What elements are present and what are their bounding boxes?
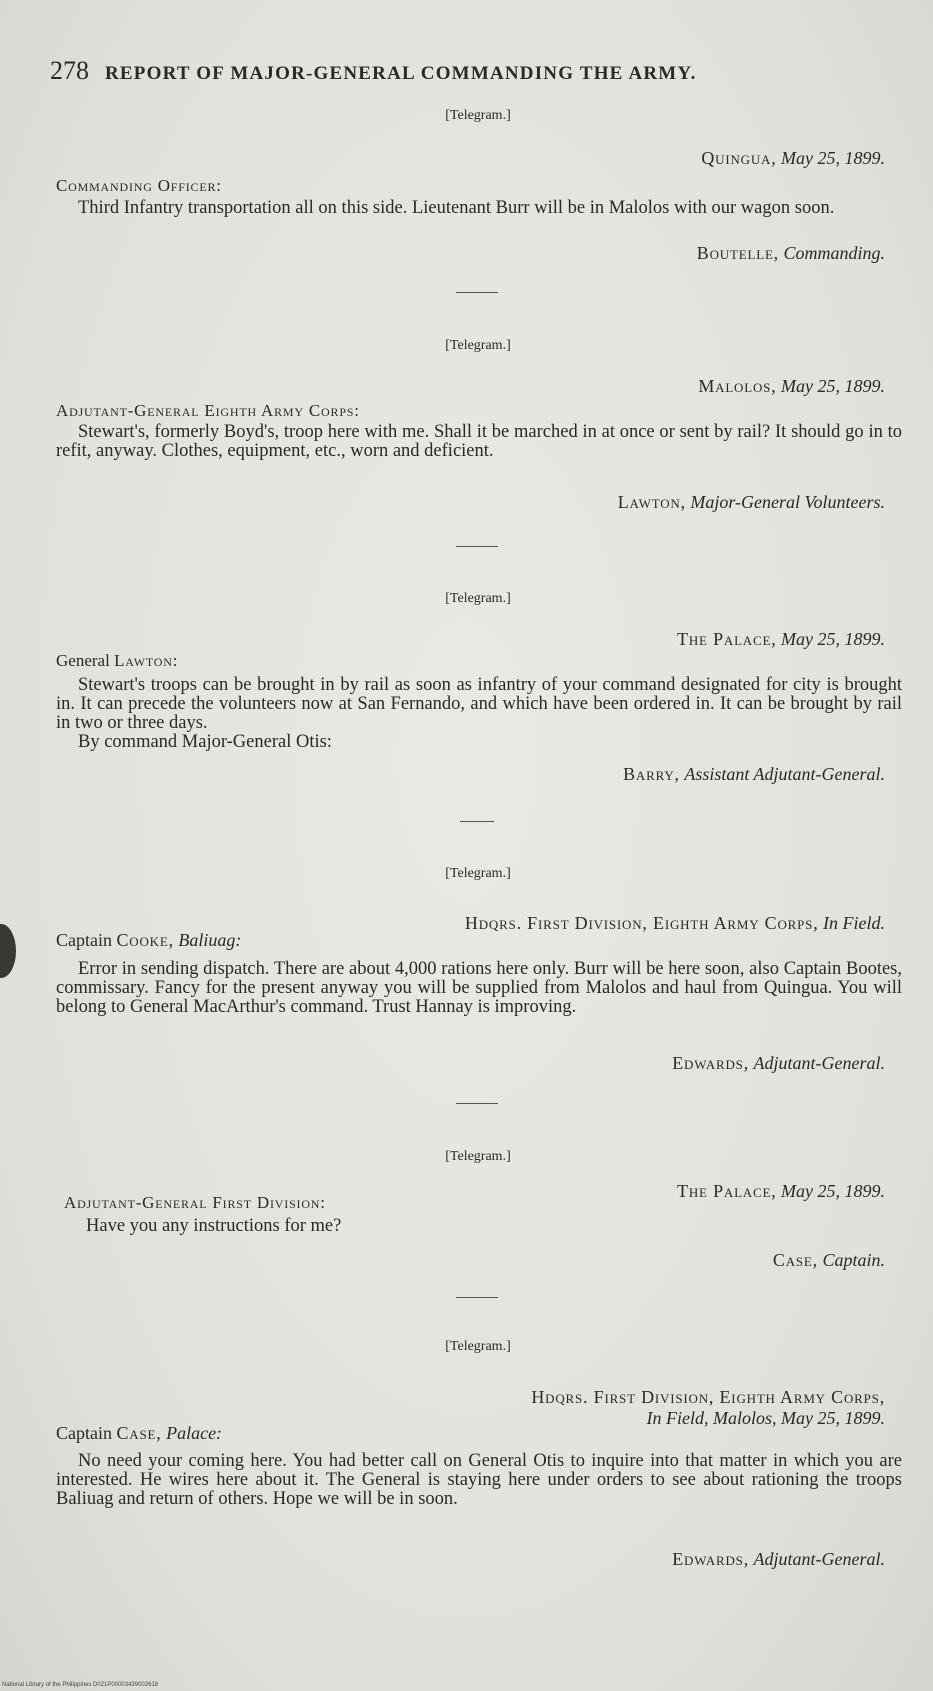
- page-number: 278: [50, 56, 89, 85]
- separator-rule: [456, 1297, 498, 1298]
- ink-blot: [0, 924, 16, 978]
- telegram-label: [Telegram.]: [445, 1149, 511, 1164]
- telegram-dateline: The Palace, May 25, 1899.: [677, 1181, 885, 1201]
- telegram-label: [Telegram.]: [445, 591, 511, 606]
- telegram-dateline: Hdqrs. First Division, Eighth Army Corps,: [531, 1387, 885, 1407]
- telegram-signature: Barry, Assistant Adjutant-General.: [623, 764, 885, 784]
- telegram-dateline: The Palace, May 25, 1899.: [677, 629, 885, 649]
- telegram-dateline: Quingua, May 25, 1899.: [701, 148, 885, 168]
- telegram-addressee: Adjutant-General Eighth Army Corps:: [56, 401, 360, 420]
- telegram-body: Error in sending dispatch. There are about 4,000 rations here only. Burr will be here soon, also Captain Bootes, commissary. Fancy for the present anyway you will be supplied from Malolos and haul from Quingua. You will belong to General MacArthur's command. Trust Hannay is improving.: [56, 959, 902, 1017]
- page-header: [50, 56, 890, 86]
- telegram-dateline-continued: In Field, Malolos, May 25, 1899.: [646, 1408, 885, 1428]
- telegram-addressee: Commanding Officer:: [56, 176, 222, 195]
- telegram-addressee: Adjutant-General First Division:: [64, 1193, 326, 1212]
- telegram-signature: Lawton, Major-General Volunteers.: [617, 492, 885, 512]
- telegram-body: Stewart's, formerly Boyd's, troop here with me. Shall it be marched in at once or sent by rail? It should go in to refit, anyway. Clothes, equipment, etc., worn and deficient.: [56, 422, 902, 461]
- telegram-body: Have you any instructions for me?: [86, 1216, 342, 1236]
- telegram-signature: Boutelle, Commanding.: [696, 243, 885, 263]
- telegram-label: [Telegram.]: [445, 1339, 511, 1354]
- running-title: REPORT OF MAJOR-GENERAL COMMANDING THE ARMY.: [105, 63, 697, 84]
- scan-footer: National Library of the Philippines D021P00003439002618: [2, 1682, 159, 1688]
- telegram-addressee: Captain Case, Palace:: [56, 1423, 223, 1443]
- telegram-body: Third Infantry transportation all on this side. Lieutenant Burr will be in Malolos with our wagon soon.: [78, 198, 835, 218]
- telegram-body: Stewart's troops can be brought in by rail as soon as infantry of your command designated for city is brought in. It can precede the volunteers now at San Fernando, and which have been ordered in. It can be brought by rail in two or three days. By command Major-General Otis:: [56, 675, 902, 752]
- telegram-signature: Edwards, Adjutant-General.: [672, 1053, 885, 1073]
- telegram-label: [Telegram.]: [445, 108, 511, 123]
- separator-rule: [456, 546, 498, 547]
- separator-rule: [460, 821, 494, 822]
- telegram-addressee: General Lawton:: [56, 651, 179, 670]
- telegram-addressee: Captain Cooke, Baliuag:: [56, 930, 242, 950]
- telegram-label: [Telegram.]: [445, 866, 511, 881]
- separator-rule: [456, 1103, 498, 1104]
- telegram-signature: Edwards, Adjutant-General.: [672, 1549, 885, 1569]
- telegram-body: No need your coming here. You had better call on General Otis to inquire into that matter in which you are interested. He wires here about it. The General is staying here under orders to see about rationing the troops Baliuag and return of others. Hope we will be in soon.: [56, 1451, 902, 1509]
- telegram-dateline: Hdqrs. First Division, Eighth Army Corps, In Field.: [464, 913, 885, 933]
- separator-rule: [456, 292, 498, 293]
- telegram-signature: Case, Captain.: [772, 1250, 885, 1270]
- telegram-dateline: Malolos, May 25, 1899.: [698, 376, 885, 396]
- telegram-label: [Telegram.]: [445, 338, 511, 353]
